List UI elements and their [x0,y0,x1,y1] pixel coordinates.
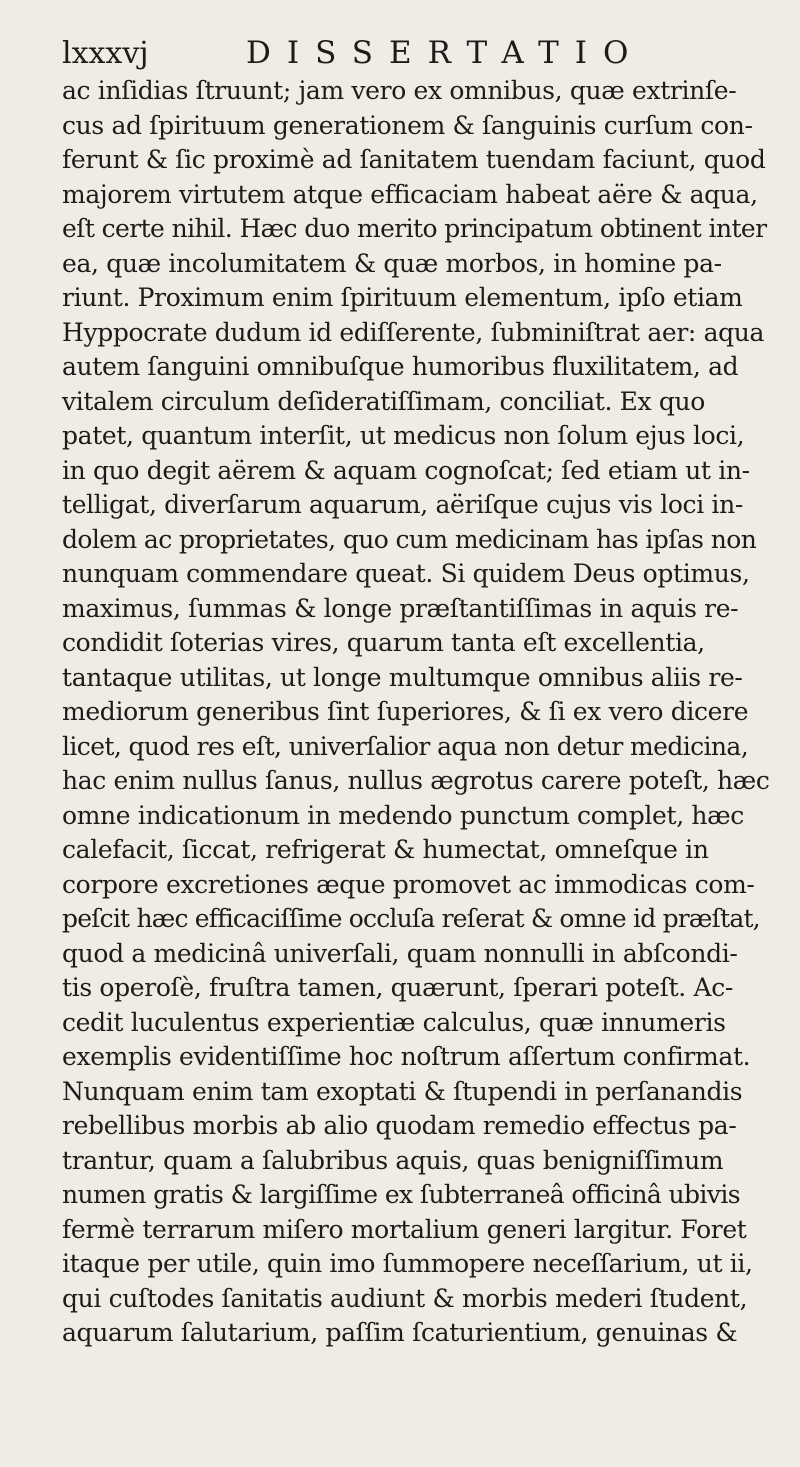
text-line: calefacit, ſiccat, refrigerat & humectat, omneſque in [62,835,709,864]
text-line: tis operoſè, fruſtra tamen, quærunt, ſperari poteſt. Ac- [62,973,733,1002]
text-line: Nunquam enim tam exoptati & ſtupendi in perſanandis [62,1076,743,1106]
text-line: aquarum ſalutarium, paſſim ſcaturientium, genuinas & [62,1318,738,1347]
text-line: majorem virtutem atque efficaciam habeat aëre & aqua, [62,179,758,209]
text-line: licet, quod res eſt, univerſalior aqua non detur medicina, [62,731,749,761]
text-line: ea, quæ incolumitatem & quæ morbos, in homine pa- [62,248,722,278]
text-line: itaque per utile, quin imo ſummopere neceſſarium, ut ii, [62,1249,753,1278]
text-line: fermè terrarum miſero mortalium generi largitur. Foret [62,1214,747,1244]
text-line: maximus, ſummas & longe præſtantiſſimas in aquis re- [62,593,739,623]
text-line: riunt. Proximum enim ſpirituum elementum, ipſo etiam [62,283,743,312]
text-line: peſcit hæc efficaciſſime occluſa reſerat & omne id præſtat, [62,904,760,933]
text-line: telligat, diverſarum aquarum, aëriſque cujus vis loci in- [62,490,743,519]
text-line: Hyppocrate dudum id ediſſerente, ſubminiſtrat aer: aqua [62,317,765,347]
text-line: trantur, quam a ſalubribus aquis, quas benigniſſimum [62,1145,724,1175]
text-line: ferunt & ſic proximè ad ſanitatem tuendam faciunt, quod [62,145,766,174]
text-line: vitalem circulum deſideratiſſimam, conciliat. Ex quo [62,386,706,416]
page-text-block [62,32,770,1351]
text-line: condidit ſoterias vires, quarum tanta eſt excellentia, [62,628,705,657]
text-line: tantaque utilitas, ut longe multumque omnibus aliis re- [62,662,743,692]
text-line: mediorum generibus ſint ſuperiores, & ſi ex vero dicere [62,697,749,726]
page-header [62,32,770,74]
text-line: eſt certe nihil. Hæc duo merito principatum obtinent inter [62,214,767,243]
text-line: corpore excretiones æque promovet ac immodicas com- [62,869,755,899]
running-title: DISSERTATIO [246,35,645,71]
text-line: autem ſanguini omnibuſque humoribus fluxilitatem, ad [62,352,739,381]
text-line: exemplis evidentiſſime hoc noſtrum aſſertum confirmat. [62,1042,751,1071]
text-line: qui cuſtodes ſanitatis audiunt & morbis mederi ſtudent, [62,1283,748,1313]
page-number: lxxxvj [62,36,149,71]
text-line: omne indicationum in medendo punctum complet, hæc [62,800,744,830]
text-line: rebellibus morbis ab alio quodam remedio effectus pa- [62,1111,737,1140]
text-line: patet, quantum interſit, ut medicus non ſolum ejus loci, [62,421,745,450]
text-line: quod a medicinâ univerſali, quam nonnulli in abſcondi- [62,938,738,968]
text-line: nunquam commendare queat. Si quidem Deus optimus, [62,559,750,588]
text-line: numen gratis & largiſſime ex ſubterraneâ officinâ ubivis [62,1180,740,1209]
text-line: hac enim nullus ſanus, nullus ægrotus carere poteſt, hæc [62,766,770,795]
text-line: ac inſidias ſtruunt; jam vero ex omnibus, quæ extrinſe- [62,76,737,105]
text-line: cus ad ſpirituum generationem & ſanguinis curſum con- [62,110,753,140]
text-line: dolem ac proprietates, quo cum medicinam has ipſas non [62,524,757,554]
text-line: cedit luculentus experientiæ calculus, quæ innumeris [62,1007,726,1037]
text-line: in quo degit aërem & aquam cognoſcat; ſed etiam ut in- [62,455,750,485]
